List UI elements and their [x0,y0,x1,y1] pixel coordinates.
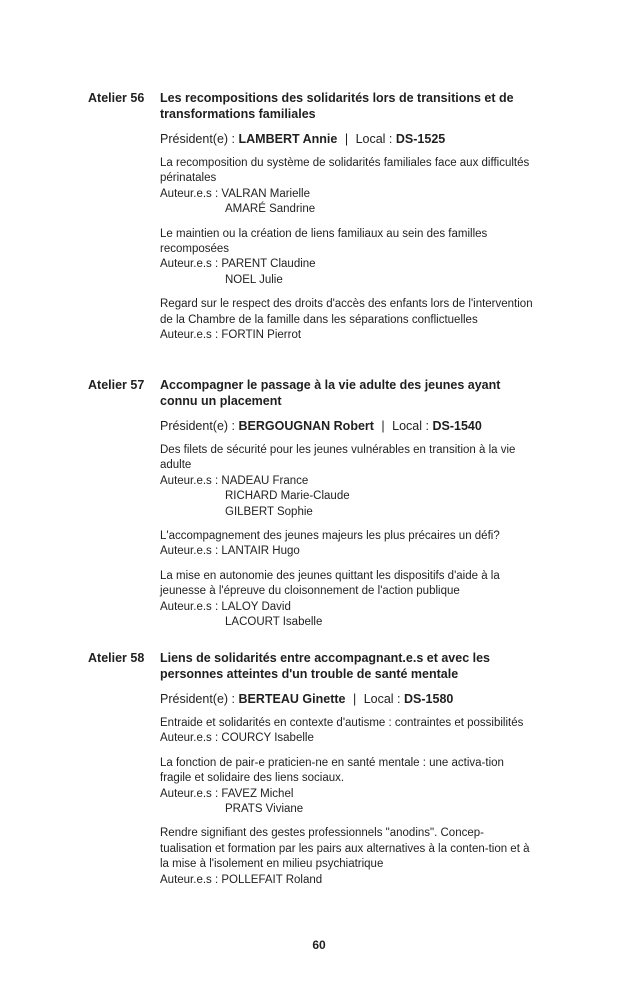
authors-line [160,187,535,202]
authors-line [160,328,535,343]
local-room: DS-1540 [432,419,482,433]
atelier-body [160,650,535,897]
authors-label: Auteur.e.s : [160,873,219,886]
author-name: PRATS Viviane [225,803,304,816]
local-prefix: Local : [363,692,401,706]
local-prefix: Local : [355,132,393,146]
author-name: FAVEZ Michel [221,787,294,800]
paper-title: Le maintien ou la création de liens familiaux au sein des familles recomposées [160,227,488,256]
atelier-label: Atelier 57 [88,378,145,392]
authors-label: Auteur.e.s : [160,258,219,271]
paper-entry [160,569,535,631]
atelier-title: Liens de solidarités entre accompagnant.e.s et avec les personnes atteintes d'un trouble de santé mentale [160,651,490,681]
president-line [160,131,535,147]
paper-title: La fonction de pair-e praticien-ne en santé mentale : une activa-tion fragile et solidaire des liens sociaux. [160,756,504,785]
authors-label: Auteur.e.s : [160,545,219,558]
atelier-label: Atelier 58 [88,651,145,665]
separator: | [381,419,385,433]
paper-entry [160,529,535,560]
paper-entry [160,756,535,818]
author-name: LACOURT Isabelle [225,616,323,629]
authors-label: Auteur.e.s : [160,600,219,613]
paper-entry [160,826,535,888]
paper-title: Regard sur le respect des droits d'accès des enfants lors de l'intervention de la Chambre de la famille dans les séparations conflictuelles [160,298,533,326]
paper-title: La recomposition du système de solidarités familiales face aux difficultés périnatales [160,157,530,185]
authors-label: Auteur.e.s : [160,787,219,800]
authors-label: Auteur.e.s : [160,474,219,487]
separator: | [352,692,357,706]
authors-label: Auteur.e.s : [160,732,219,745]
atelier-title: Accompagner le passage à la vie adulte des jeunes ayant connu un placement [160,378,501,408]
authors-line [160,257,535,272]
author-name: RICHARD Marie-Claude [225,490,350,503]
authors-label: Auteur.e.s : [160,329,219,342]
author-name: NOEL Julie [225,273,283,286]
author-name: LALOY David [221,600,291,613]
separator: | [344,132,349,146]
president-line [160,691,535,707]
author-name: AMARÉ Sandrine [225,203,316,216]
page-number: 60 [312,938,326,952]
author-name: GILBERT Sophie [225,505,313,518]
paper-entry [160,443,535,520]
local-room: DS-1525 [395,132,446,146]
atelier-label: Atelier 56 [88,91,145,105]
author-name: LANTAIR Hugo [221,545,300,558]
paper-title: Des filets de sécurité pour les jeunes vulnérables en transition à la vie adulte [160,444,516,472]
paper-title: Rendre signifiant des gestes professionnels "anodins". Concep-tualisation et formation par les pairs aux alternatives à la conten-tion et à la mise à l'isolement en milieu psychiatrique [160,827,530,871]
president-prefix: Président(e) : [160,419,236,433]
president-prefix: Président(e) : [160,132,236,146]
paper-entry [160,716,535,747]
author-name: POLLEFAIT Roland [221,873,323,886]
authors-line [160,474,535,489]
paper-entry [160,227,535,289]
authors-line [160,787,535,802]
authors-line [160,544,535,559]
authors-line [160,600,535,615]
paper-title: L'accompagnement des jeunes majeurs les plus précaires un défi? [160,530,500,543]
authors-label: Auteur.e.s : [160,187,219,200]
authors-line [160,731,535,746]
authors-line [160,873,535,888]
paper-entry [160,156,535,218]
president-name: BERTEAU Ginette [238,692,346,706]
paper-entry [160,297,535,343]
author-name: PARENT Claudine [221,258,316,271]
author-name: FORTIN Pierrot [221,329,302,342]
president-prefix: Président(e) : [160,692,236,706]
author-name: VALRAN Marielle [221,187,311,200]
president-name: BERGOUGNAN Robert [238,419,374,433]
paper-title: Entraide et solidarités en contexte d'autisme : contraintes et possibilités [160,717,524,729]
atelier-body [160,90,535,352]
atelier-title: Les recompositions des solidarités lors de transitions et de transformations familiales [160,91,514,121]
author-name: NADEAU France [221,474,309,487]
local-room: DS-1580 [404,692,454,706]
president-line [160,418,535,434]
author-name: COURCY Isabelle [221,732,314,745]
atelier-body [160,377,535,639]
local-prefix: Local : [392,419,429,433]
paper-title: La mise en autonomie des jeunes quittant les dispositifs d'aide à la jeunesse à l'épreuve du cloisonnement de l'action publique [160,569,500,598]
president-name: LAMBERT Annie [238,132,338,146]
